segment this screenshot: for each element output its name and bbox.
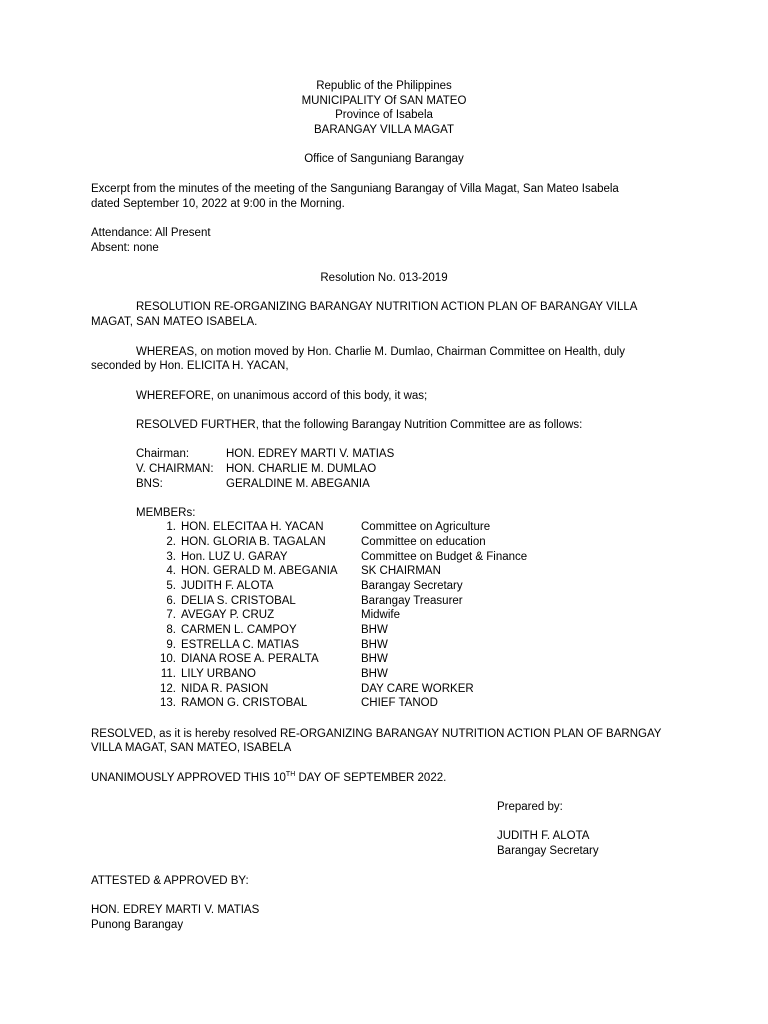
approval-prefix: UNANIMOUSLY APPROVED THIS 10 — [91, 772, 286, 784]
member-row — [0, 579, 768, 594]
member-number: 5. — [166, 580, 176, 592]
member-number: 6. — [166, 595, 176, 607]
resolved-further-paragraph: RESOLVED FURTHER, that the following Barangay Nutrition Committee are as follows: — [136, 419, 583, 431]
member-name: CARMEN L. CAMPOY — [181, 624, 297, 636]
member-position: BHW — [361, 624, 388, 636]
member-name: HON. ELECITAA H. YACAN — [181, 521, 324, 533]
attendance-absent: Absent: none — [91, 242, 159, 254]
member-number: 10. — [160, 653, 176, 665]
member-position: Barangay Treasurer — [361, 595, 463, 607]
officer-name: HON. EDREY MARTI V. MATIAS — [226, 448, 395, 460]
member-position: Committee on education — [361, 536, 486, 548]
excerpt-line-2: dated September 10, 2022 at 9:00 in the Morning. — [91, 198, 345, 210]
member-row — [0, 682, 768, 697]
prepared-by-title: Barangay Secretary — [497, 845, 599, 857]
header-municipality: MUNICIPALITY Of SAN MATEO — [301, 95, 467, 107]
member-position: SK CHAIRMAN — [361, 565, 441, 577]
member-name: JUDITH F. ALOTA — [181, 580, 274, 592]
whereas-line-1: WHEREAS, on motion moved by Hon. Charlie M. Dumlao, Chairman Committee on Health, duly — [136, 346, 625, 358]
member-name: ESTRELLA C. MATIAS — [181, 639, 300, 651]
prepared-by-label: Prepared by: — [497, 801, 563, 813]
member-name: LILY URBANO — [181, 668, 256, 680]
member-row — [0, 564, 768, 579]
member-number: 11. — [160, 668, 176, 680]
member-name: DELIA S. CRISTOBAL — [181, 595, 296, 607]
member-position: Midwife — [361, 609, 400, 621]
member-number: 2. — [166, 536, 176, 548]
member-number: 13. — [160, 697, 176, 709]
header-republic: Republic of the Philippines — [316, 80, 452, 92]
resolution-title-line-1: RESOLUTION RE-ORGANIZING BARANGAY NUTRITION ACTION PLAN OF BARANGAY VILLA — [136, 301, 638, 313]
member-name: AVEGAY P. CRUZ — [181, 609, 275, 621]
member-name: HON. GERALD M. ABEGANIA — [181, 565, 338, 577]
member-row — [0, 667, 768, 682]
member-name: HON. GLORIA B. TAGALAN — [181, 536, 326, 548]
member-row — [0, 623, 768, 638]
resolution-number: Resolution No. 013-2019 — [320, 272, 448, 284]
member-name: NIDA R. PASION — [181, 683, 269, 695]
attested-name: HON. EDREY MARTI V. MATIAS — [91, 904, 260, 916]
approval-ordinal-suffix: TH — [285, 771, 296, 778]
member-name: Hon. LUZ U. GARAY — [181, 551, 288, 563]
member-row — [0, 608, 768, 623]
member-row — [0, 696, 768, 711]
member-position: CHIEF TANOD — [361, 697, 438, 709]
member-name: DIANA ROSE A. PERALTA — [181, 653, 319, 665]
officer-role: BNS: — [136, 478, 163, 490]
member-row — [0, 535, 768, 550]
officer-name: HON. CHARLIE M. DUMLAO — [226, 463, 377, 475]
officer-role: Chairman: — [136, 448, 190, 460]
header-province: Province of Isabela — [335, 109, 433, 121]
prepared-by-name: JUDITH F. ALOTA — [497, 830, 590, 842]
whereas-line-2: seconded by Hon. ELICITA H. YACAN, — [91, 360, 289, 372]
member-row — [0, 520, 768, 535]
member-number: 12. — [160, 683, 176, 695]
wherefore-paragraph: WHEREFORE, on unanimous accord of this body, it was; — [136, 390, 428, 402]
resolution-title-line-2: MAGAT, SAN MATEO ISABELA. — [91, 316, 258, 328]
attested-title: Punong Barangay — [91, 919, 184, 931]
officer-name: GERALDINE M. ABEGANIA — [226, 478, 370, 490]
member-row — [0, 652, 768, 667]
member-number: 8. — [166, 624, 176, 636]
member-position: Committee on Agriculture — [361, 521, 491, 533]
member-position: BHW — [361, 639, 388, 651]
header-office: Office of Sanguniang Barangay — [304, 153, 464, 165]
header-barangay: BARANGAY VILLA MAGAT — [314, 124, 454, 136]
resolved-line-1: RESOLVED, as it is hereby resolved RE-ORGANIZING BARANGAY NUTRITION ACTION PLAN OF BARNGAY — [91, 728, 662, 740]
member-row — [0, 638, 768, 653]
officer-role: V. CHAIRMAN: — [136, 463, 214, 475]
member-position: BHW — [361, 668, 388, 680]
member-number: 7. — [166, 609, 176, 621]
resolved-line-2: VILLA MAGAT, SAN MATEO, ISABELA — [91, 742, 292, 754]
attested-label: ATTESTED & APPROVED BY: — [91, 875, 249, 887]
approval-statement — [91, 771, 446, 785]
attendance-present: Attendance: All Present — [91, 227, 211, 239]
member-row — [0, 550, 768, 565]
member-position: DAY CARE WORKER — [361, 683, 474, 695]
member-position: Committee on Budget & Finance — [361, 551, 528, 563]
member-name: RAMON G. CRISTOBAL — [181, 697, 308, 709]
member-number: 1. — [166, 521, 176, 533]
approval-rest: DAY OF SEPTEMBER 2022. — [295, 772, 447, 784]
member-number: 4. — [166, 565, 176, 577]
member-number: 9. — [166, 639, 176, 651]
member-number: 3. — [166, 551, 176, 563]
members-label: MEMBERs: — [136, 507, 196, 519]
excerpt-line-1: Excerpt from the minutes of the meeting of the Sanguniang Barangay of Villa Magat, San Mateo Isabela — [91, 183, 619, 195]
member-position: BHW — [361, 653, 388, 665]
member-position: Barangay Secretary — [361, 580, 463, 592]
member-row — [0, 594, 768, 609]
